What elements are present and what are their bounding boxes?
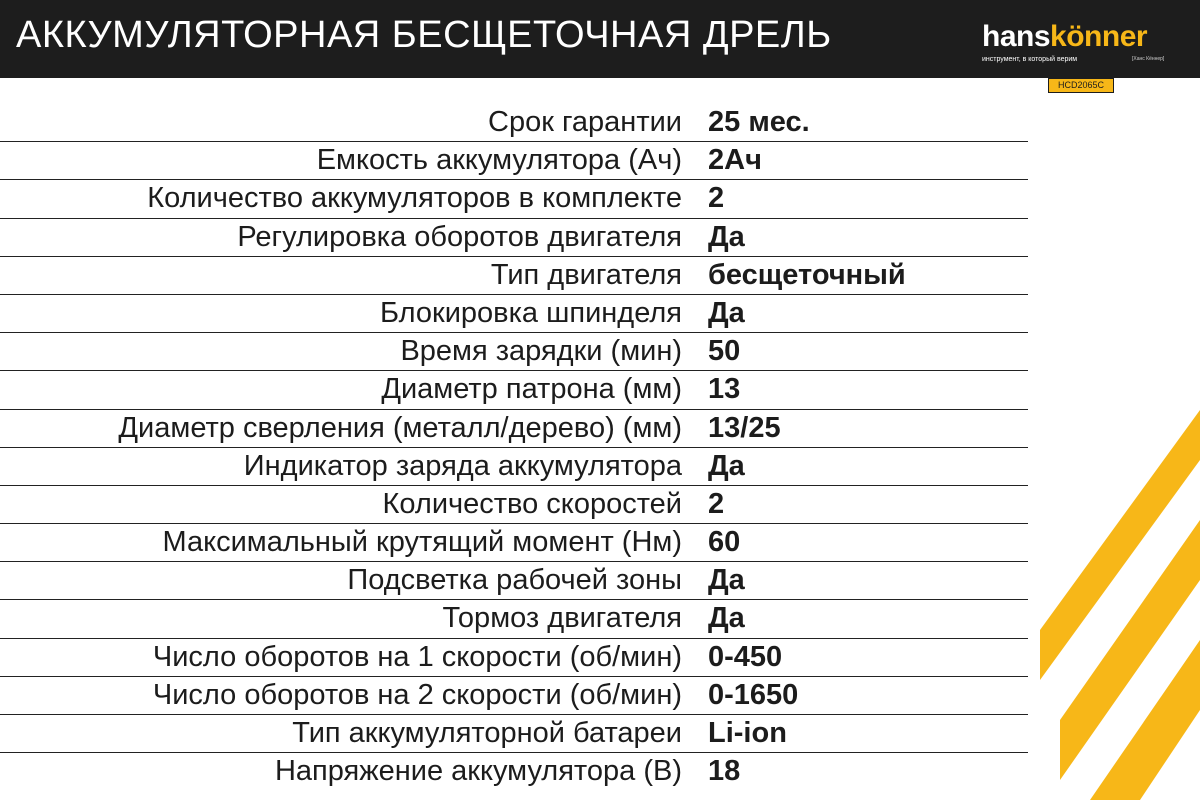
spec-label: Диаметр патрона (мм) [381,373,682,406]
decorative-stripes [1000,380,1200,800]
spec-value: Да [708,220,745,253]
page-title: АККУМУЛЯТОРНАЯ БЕСЩЕТОЧНАЯ ДРЕЛЬ [16,14,832,56]
spec-row [0,104,1028,142]
spec-value: 2Ач [708,144,762,177]
spec-value: бесщеточный [708,258,906,291]
spec-row [0,180,1028,218]
spec-label: Тип двигателя [490,258,682,291]
spec-label: Тормоз двигателя [442,602,682,635]
spec-label: Время зарядки (мин) [400,335,682,368]
brand-tagline: инструмент, в который верим [982,56,1078,63]
header-bar [0,0,1200,78]
spec-value: 2 [708,182,725,215]
spec-row [0,524,1028,562]
spec-table [0,104,1028,791]
spec-row [0,142,1028,180]
spec-row [0,600,1028,638]
spec-label: Регулировка оборотов двигателя [237,220,682,253]
spec-row [0,715,1028,753]
spec-row [0,753,1028,791]
spec-value: Да [708,449,745,482]
spec-row [0,639,1028,677]
spec-value: Да [708,296,745,329]
spec-value: 60 [708,526,741,559]
spec-label: Напряжение аккумулятора (В) [274,755,682,788]
spec-label: Срок гарантии [488,106,682,138]
brand-name-part1: hans [982,20,1051,53]
spec-label: Число оборотов на 1 скорости (об/мин) [152,640,682,673]
spec-value: 18 [708,755,741,788]
model-badge: HCD2065C [1048,78,1114,93]
spec-value: Да [708,602,745,635]
spec-row [0,333,1028,371]
spec-label: Количество аккумуляторов в комплекте [147,182,682,215]
spec-label: Емкость аккумулятора (Ач) [316,144,682,177]
spec-label: Количество скоростей [382,487,682,520]
spec-label: Диаметр сверления (металл/дерево) (мм) [118,411,682,444]
spec-row [0,410,1028,448]
spec-value: Да [708,564,745,597]
spec-row [0,295,1028,333]
spec-value: Li-ion [708,717,787,749]
spec-label: Число оборотов на 2 скорости (об/мин) [152,678,682,711]
spec-row [0,257,1028,295]
spec-value: 13 [708,373,741,406]
spec-value: 25 мес. [708,106,810,138]
spec-label: Подсветка рабочей зоны [347,564,682,597]
spec-value: 0-450 [708,640,783,673]
spec-label: Максимальный крутящий момент (Нм) [162,526,682,559]
spec-row [0,486,1028,524]
spec-row [0,677,1028,715]
spec-value: 2 [708,487,725,520]
spec-label: Блокировка шпинделя [379,296,682,329]
spec-value: 13/25 [708,411,781,444]
brand-tagline-extra: [Ханс Кённер] [1132,56,1165,62]
spec-row [0,448,1028,486]
spec-label: Индикатор заряда аккумулятора [243,449,682,482]
spec-row [0,562,1028,600]
brand-name-part2: könner [1050,20,1148,53]
brand-wordmark [982,20,1147,54]
spec-label: Тип аккумуляторной батареи [292,717,682,749]
spec-row [0,371,1028,409]
spec-row [0,219,1028,257]
spec-value: 50 [708,335,741,368]
spec-value: 0-1650 [708,678,799,711]
